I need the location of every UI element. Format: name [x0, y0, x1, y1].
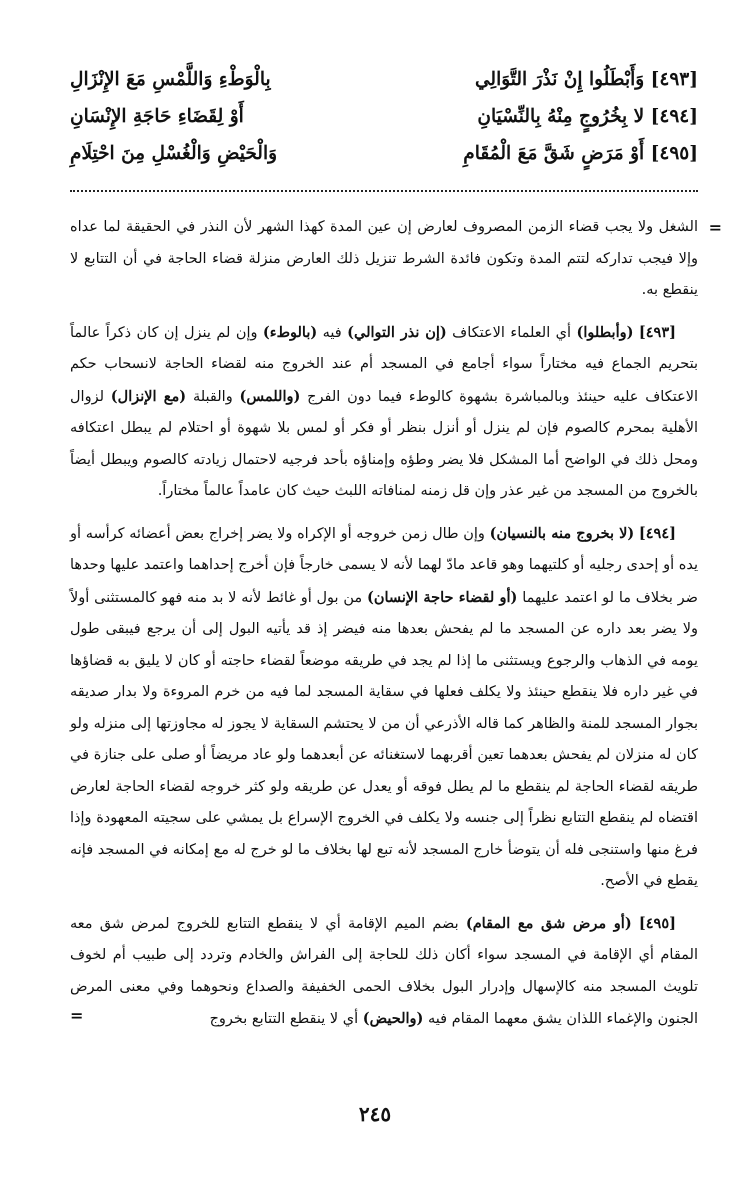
paragraph-text: أي العلماء الاعتكاف [446, 324, 577, 341]
verse-second-hemistich: وَالْحَيْضِ وَالْغُسْلِ مِنَ احْتِلَامِ [70, 143, 278, 164]
keyword: (أو مرض شق مع المقام) [465, 914, 632, 932]
paragraph-text: أي لا ينقطع التتابع بخروج [209, 1011, 363, 1027]
page-number: ٢٤٥ [358, 1102, 392, 1126]
keyword: (والحيض) [362, 1010, 424, 1027]
keyword: (لا بخروج منه بالنسيان) [489, 524, 635, 542]
dotted-divider [70, 190, 698, 192]
verse-text: أَوْ مَرَضٍ شَقَّ مَعَ الْمُقَامِ [463, 143, 645, 164]
verse-number: [٤٩٥] [650, 143, 698, 164]
verse-first-hemistich [477, 99, 698, 135]
verse-number: [٤٩٤] [650, 106, 698, 127]
verse-row [70, 99, 698, 135]
paragraph-text: الشغل ولا يجب قضاء الزمن المصروف لعارض إن عين المدة كهذا الشهر لأن النذر في الحقيقة لما عداه وإلا فيجب تداركه لتتم المدة وتكون فائدة الشرط تنزيل ذلك العارض منزلة قضاء الحاجة في أن التتابع لا ينقطع به. [70, 219, 698, 298]
keyword: (إن نذر التوالي) [347, 323, 447, 341]
verse-first-hemistich [463, 136, 698, 172]
commentary-paragraph-493 [70, 317, 698, 508]
paragraph-text: بضم الميم الإقامة أي لا ينقطع التتابع للخروج لمرض شق معه المقام أي الإقامة في المسجد سواء أكان ذلك للحاجة إلى الفراش والخادم وتردد إلى طبيب أم لخوف تلويث المسجد منه كالإسهال وإدرار البول بخلاف الحمى الخفيفة والصداع ونحوهما وفي معنى المرض الجنون والإغماء اللذان يشق معهما المقام فيه [70, 915, 698, 1027]
verse-row [70, 136, 698, 172]
paragraph-text: والقبلة [186, 388, 240, 405]
paragraph-number: [٤٩٤] [638, 524, 677, 542]
paragraph-text: فيه [317, 324, 348, 341]
verse-text: لا بِخُرُوجٍ مِنْهُ بِالنِّسْيَانِ [477, 106, 645, 127]
verse-first-hemistich [475, 62, 698, 98]
keyword: (بالوطء) [262, 323, 318, 341]
continuation-mark-end: = [70, 1006, 84, 1025]
verse-row [70, 62, 698, 98]
paragraph-text: من بول أو غائط لأنه لا بد منه فهو كالمستثنى أولاً ولا يضر بعد داره عن المسجد ما لم يفحش بعدها منه فيضر إذ قد يأتيه البول إلى أن يرجع فيبقى طول يومه في الذهاب والرجوع ويستثنى ما إذا لم يجد في طريقه موضعاً لقضاء حاجته أو كان لا يليق به قضاؤها في غير داره فلا ينقطع حينئذ ولا يكلف فعلها في سقاية المسجد لما فيه من خرم المروءة ولا بدار صديقه بجوار المسجد للمنة والظاهر كما قاله الأذرعي أن من لا يحتشم السقاية لا يجوز له مجاوزتها إلى منزله ولو كان له منزلان لم يفحش بعدهما تعين أقربهما لاستغنائه عن أبعدهما ولو عاد مريضاً أو صلى على جنازة في طريقه لقضاء الحاجة لم ينقطع ما لم يطل فوقه أو يعدل عن طريقه ولو كثر خروجه لقضاء الحاجة لعارض اقتضاه لم ينقطع التتابع نظراً إلى جنسه ولا يكلف في الخروج الإسراع بل يمشي على سجيته المعهودة وإذا فرغ منها واستنجى فله أن يتوضأ خارج المسجد لأنه تبع لها بخلاف ما لو خرج له مع إمكانه في المسجد فإنه يقطع في الأصح. [70, 589, 698, 889]
keyword: (أو لقضاء حاجة الإنسان) [366, 588, 518, 606]
continuation-mark-start: = [708, 218, 722, 237]
verse-block [70, 62, 698, 180]
verse-text: وَأَبْطَلُوا إِنْ نَذْرَ التَّوَالِي [475, 69, 645, 90]
keyword: (وأبطلوا) [576, 323, 634, 341]
page [70, 62, 722, 1027]
commentary-paragraph-495 [70, 908, 698, 1036]
paragraph-number: [٤٩٣] [638, 323, 677, 341]
commentary-paragraph-494 [70, 518, 698, 898]
verse-second-hemistich: بِالْوَطْءِ وَاللَّمْسِ مَعَ الإِنْزَالِ [70, 69, 271, 90]
verse-number: [٤٩٣] [650, 69, 698, 90]
paragraph-text: وإن طال زمن خروجه أو الإكراه ولا يضر إخراج بعض أعضائه كرأسه أو يده أو إحدى رجليه أو كلتيهما وهو قاعد مادّ لهما لأنه لا يسمى خارجاً فإن أخرج إحداهما واعتمد عليها وحدها ضر بخلاف ما لو اعتمد عليهما [70, 525, 698, 606]
verse-second-hemistich: أَوْ لِقَضَاءِ حَاجَةِ الإِنْسَانِ [70, 106, 244, 127]
paragraph-number: [٤٩٥] [638, 914, 677, 932]
paragraph-text: لزوال الأهلية بمحرم كالصوم فإن لم ينزل أو أنزل بنظر أو فكر أو لمس بلا شهوة أو احتلام لم يبطل اعتكافه ومحل ذلك في الواضح أما المشكل فلا يضر وطؤه وإمناؤه بأحد فرجيه لاحتمال زيادته كالصوم ويبطل أيضاً بالخروج من المسجد من غير عذر وإن قل زمنه لمنافاته اللبث حيث كان عامداً عالماً مختاراً. [70, 388, 698, 499]
commentary [70, 212, 722, 1046]
keyword: (مع الإنزال) [110, 387, 187, 405]
commentary-paragraph-continued [70, 212, 698, 307]
keyword: (واللمس) [239, 387, 301, 405]
paragraph-text: وإن لم ينزل إن كان ذكراً عالماً بتحريم الجماع فيه مختاراً سواء أجامع في المسجد أم عند الخروج منه لقضاء الحاجة لانسحاب حكم الاعتكاف عليه حينئذ وبالمباشرة بشهوة كالوطء فيما دون الفرج [70, 324, 699, 405]
